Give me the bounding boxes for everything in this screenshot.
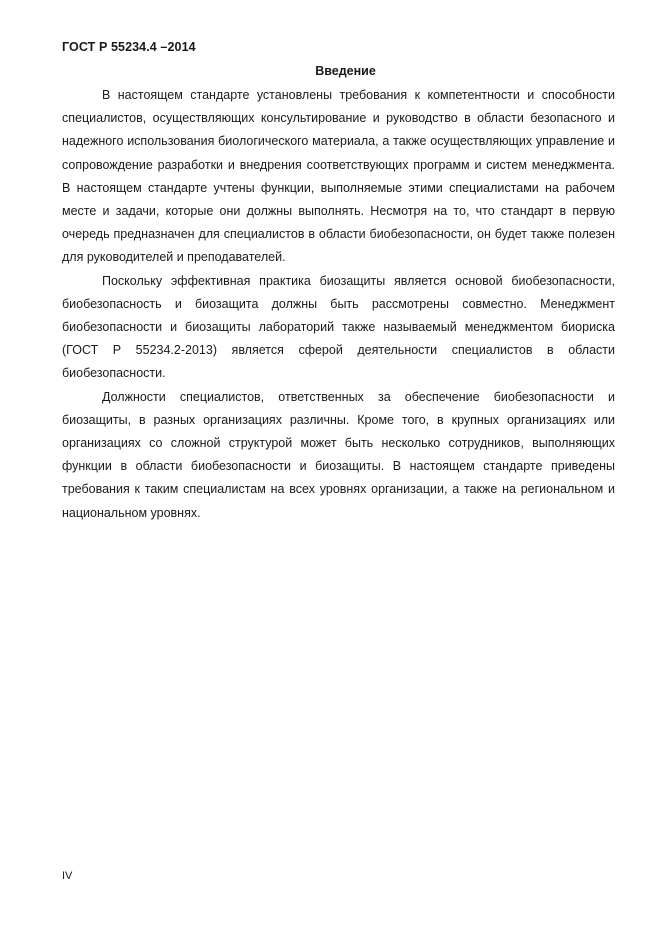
page-number: IV (62, 870, 73, 882)
section-title: Введение (315, 64, 376, 78)
paragraph: Поскольку эффективная практика биозащиты является основой биобезопасности, биобезопасность и биозащита должны быть рассмотрены совместно. Менеджмент биобезопасности и биозащиты лабораторий также называемый менеджментом биориска (ГОСТ Р 55234.2-2013) является сферой деятельности специалистов в области биобезопасности. (62, 273, 615, 381)
paragraph: В настоящем стандарте установлены требования к компетентности и способности специалистов, осуществляющих консультирование и руководство в области безопасного и надежного использования биологического материала, а также осуществляющих управление и сопровождение разработки и внедрения соответствующих программ и систем менеджмента. В настоящем стандарте учтены функции, выполняемые этими специалистами на рабочем месте и задачи, которые они должны выполнять. Несмотря на то, что стандарт в первую очередь предназначен для специалистов в области биобезопасности, он будет также полезен для руководителей и преподавателей. (62, 88, 615, 265)
document-header: ГОСТ Р 55234.4 –2014 (62, 40, 196, 54)
paragraph: Должности специалистов, ответственных за обеспечение биобезопасности и биозащиты, в разных организациях различны. Кроме того, в крупных организациях или организациях со сложной структурой может быть несколько сотрудников, выполняющих функции в области биобезопасности и биозащиты. В настоящем стандарте приведены требования к таким специалистам на всех уровнях организации, а также на региональном и национальном уровнях. (62, 389, 615, 520)
body-text (62, 84, 615, 525)
